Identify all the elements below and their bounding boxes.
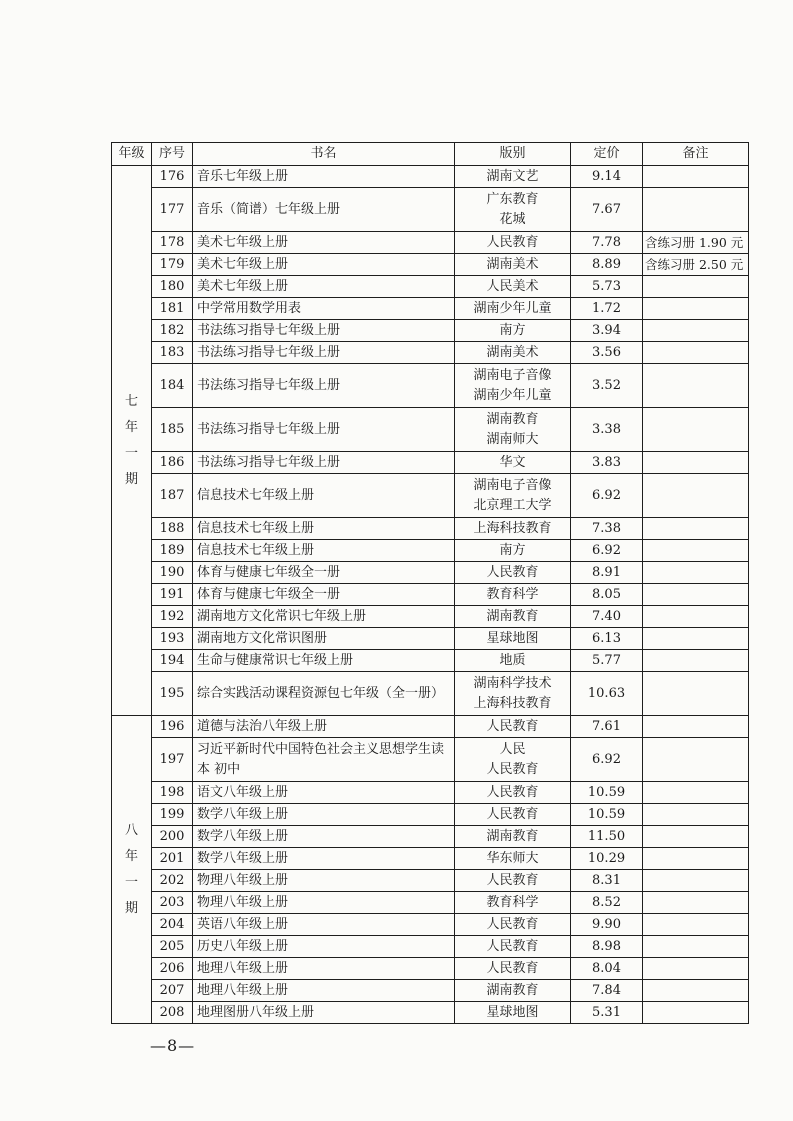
cell-note: [643, 672, 749, 716]
cell-note: [643, 298, 749, 320]
cell-book-name: 音乐（简谱）七年级上册: [193, 188, 455, 232]
cell-publisher: [455, 254, 571, 276]
cell-publisher: [455, 342, 571, 364]
cell-no: 207: [152, 980, 193, 1002]
grade-char: 年: [124, 419, 138, 435]
grade-cell: [112, 166, 152, 716]
table-row: [112, 804, 749, 826]
textbook-price-table: [111, 142, 749, 1024]
cell-publisher: [455, 716, 571, 738]
cell-book-name: 信息技术七年级上册: [193, 474, 455, 518]
table-row: [112, 914, 749, 936]
cell-publisher: [455, 782, 571, 804]
cell-note: [643, 320, 749, 342]
publisher-line: 人民教育: [486, 872, 539, 888]
cell-note: [643, 540, 749, 562]
cell-publisher: [455, 408, 571, 452]
table-row: [112, 936, 749, 958]
cell-no: 194: [152, 650, 193, 672]
cell-price: 1.72: [571, 298, 643, 320]
cell-publisher: [455, 606, 571, 628]
table-row: [112, 1002, 749, 1024]
cell-no: 180: [152, 276, 193, 298]
cell-note: [643, 826, 749, 848]
cell-note: [643, 1002, 749, 1024]
cell-note: [643, 650, 749, 672]
cell-no: 192: [152, 606, 193, 628]
cell-note: [643, 342, 749, 364]
cell-note: [643, 166, 749, 188]
publisher-line: 人民教育: [486, 916, 539, 932]
cell-publisher: [455, 276, 571, 298]
publisher-line: 人民美术: [486, 278, 539, 294]
cell-price: 3.38: [571, 408, 643, 452]
cell-no: 199: [152, 804, 193, 826]
cell-book-name: 体育与健康七年级全一册: [193, 562, 455, 584]
cell-publisher: [455, 672, 571, 716]
cell-note: [643, 628, 749, 650]
table-row: [112, 474, 749, 518]
cell-publisher: [455, 188, 571, 232]
publisher-line: 上海科技教育: [473, 695, 552, 711]
cell-no: 202: [152, 870, 193, 892]
cell-publisher: [455, 936, 571, 958]
cell-no: 182: [152, 320, 193, 342]
cell-book-name: 地理图册八年级上册: [193, 1002, 455, 1024]
cell-note: [643, 936, 749, 958]
cell-book-name: 美术七年级上册: [193, 232, 455, 254]
table-row: [112, 562, 749, 584]
cell-no: 193: [152, 628, 193, 650]
publisher-line: 人民教育: [486, 564, 539, 580]
header-price: 定价: [571, 143, 643, 166]
table-row: [112, 958, 749, 980]
cell-note: [643, 870, 749, 892]
cell-note: [643, 408, 749, 452]
cell-publisher: [455, 804, 571, 826]
table-row: [112, 650, 749, 672]
cell-note: [643, 892, 749, 914]
publisher-line: 人民教育: [486, 784, 539, 800]
cell-publisher: [455, 892, 571, 914]
header-publisher: 版别: [455, 143, 571, 166]
cell-price: 3.94: [571, 320, 643, 342]
cell-book-name: 体育与健康七年级全一册: [193, 584, 455, 606]
grade-char: 八: [124, 822, 138, 838]
table-row: [112, 188, 749, 232]
cell-price: 8.89: [571, 254, 643, 276]
cell-publisher: [455, 364, 571, 408]
publisher-line: 教育科学: [486, 894, 539, 910]
table-row: [112, 782, 749, 804]
grade-char: 期: [124, 471, 138, 487]
table-row: [112, 584, 749, 606]
cell-note: [643, 782, 749, 804]
cell-book-name: 数学八年级上册: [193, 848, 455, 870]
cell-publisher: [455, 584, 571, 606]
publisher-line: 湖南教育: [486, 828, 539, 844]
cell-book-name: 美术七年级上册: [193, 276, 455, 298]
cell-book-name: 道德与法治八年级上册: [193, 716, 455, 738]
cell-book-name: 湖南地方文化常识七年级上册: [193, 606, 455, 628]
cell-no: 198: [152, 782, 193, 804]
grade-char: 年: [124, 848, 138, 864]
publisher-line: 人民教育: [486, 960, 539, 976]
cell-book-name: 英语八年级上册: [193, 914, 455, 936]
publisher-line: 华东师大: [486, 850, 539, 866]
publisher-line: 华文: [499, 454, 526, 470]
cell-publisher: [455, 980, 571, 1002]
table-row: [112, 276, 749, 298]
publisher-line: 人民教育: [486, 761, 539, 777]
cell-price: 6.92: [571, 474, 643, 518]
cell-note: [643, 606, 749, 628]
table-row: [112, 540, 749, 562]
cell-no: 190: [152, 562, 193, 584]
grade-char: 一: [124, 874, 138, 890]
cell-book-name: 地理八年级上册: [193, 980, 455, 1002]
table-row: [112, 342, 749, 364]
cell-book-name: 中学常用数学用表: [193, 298, 455, 320]
cell-publisher: [455, 958, 571, 980]
cell-price: 3.83: [571, 452, 643, 474]
cell-note: [643, 452, 749, 474]
cell-no: 184: [152, 364, 193, 408]
cell-no: 177: [152, 188, 193, 232]
publisher-line: 教育科学: [486, 586, 539, 602]
publisher-line: 湖南教育: [486, 608, 539, 624]
cell-publisher: [455, 474, 571, 518]
cell-no: 200: [152, 826, 193, 848]
cell-no: 179: [152, 254, 193, 276]
publisher-line: 湖南教育: [486, 982, 539, 998]
cell-price: 5.31: [571, 1002, 643, 1024]
cell-price: 5.73: [571, 276, 643, 298]
cell-book-name: 书法练习指导七年级上册: [193, 320, 455, 342]
publisher-line: 湖南少年儿童: [473, 387, 552, 403]
cell-price: 10.59: [571, 782, 643, 804]
table-row: [112, 672, 749, 716]
cell-no: 206: [152, 958, 193, 980]
cell-note: [643, 716, 749, 738]
cell-no: 204: [152, 914, 193, 936]
cell-book-name: 物理八年级上册: [193, 870, 455, 892]
publisher-line: 人民教育: [486, 938, 539, 954]
publisher-line: 湖南美术: [486, 256, 539, 272]
publisher-line: 地质: [499, 652, 526, 668]
publisher-line: 湖南电子音像: [473, 367, 552, 383]
cell-no: 189: [152, 540, 193, 562]
cell-note: [643, 804, 749, 826]
cell-price: 8.31: [571, 870, 643, 892]
cell-no: 203: [152, 892, 193, 914]
table-row: [112, 738, 749, 782]
cell-no: 186: [152, 452, 193, 474]
cell-no: 208: [152, 1002, 193, 1024]
publisher-line: 湖南文艺: [486, 168, 539, 184]
cell-book-name: 美术七年级上册: [193, 254, 455, 276]
cell-book-name: 综合实践活动课程资源包七年级（全一册）: [193, 672, 455, 716]
cell-no: 183: [152, 342, 193, 364]
cell-note: [643, 584, 749, 606]
publisher-line: 北京理工大学: [473, 497, 552, 513]
cell-publisher: [455, 870, 571, 892]
publisher-line: 湖南美术: [486, 344, 539, 360]
table-row: [112, 408, 749, 452]
cell-book-name: 湖南地方文化常识图册: [193, 628, 455, 650]
publisher-line: 南方: [499, 542, 526, 558]
cell-publisher: [455, 540, 571, 562]
publisher-line: 湖南教育: [486, 411, 539, 427]
cell-no: 185: [152, 408, 193, 452]
cell-book-name: 书法练习指导七年级上册: [193, 452, 455, 474]
cell-publisher: [455, 1002, 571, 1024]
cell-publisher: [455, 914, 571, 936]
publisher-line: 广东教育: [486, 191, 539, 207]
cell-publisher: [455, 452, 571, 474]
cell-publisher: [455, 298, 571, 320]
table-row: [112, 254, 749, 276]
cell-price: 7.38: [571, 518, 643, 540]
cell-price: 8.05: [571, 584, 643, 606]
cell-no: 181: [152, 298, 193, 320]
cell-price: 10.63: [571, 672, 643, 716]
cell-note: [643, 914, 749, 936]
cell-book-name: 信息技术七年级上册: [193, 540, 455, 562]
cell-price: 7.78: [571, 232, 643, 254]
cell-book-name: 地理八年级上册: [193, 958, 455, 980]
table-row: [112, 980, 749, 1002]
cell-book-name: 习近平新时代中国特色社会主义思想学生读本 初中: [193, 738, 455, 782]
table-row: [112, 364, 749, 408]
cell-price: 9.14: [571, 166, 643, 188]
cell-publisher: [455, 562, 571, 584]
cell-no: 201: [152, 848, 193, 870]
cell-book-name: 数学八年级上册: [193, 826, 455, 848]
table-row: [112, 320, 749, 342]
cell-note: [643, 958, 749, 980]
header-name: 书名: [193, 143, 455, 166]
cell-publisher: [455, 166, 571, 188]
table-row: [112, 298, 749, 320]
cell-note: [643, 738, 749, 782]
cell-price: 8.98: [571, 936, 643, 958]
table-row: [112, 716, 749, 738]
table-row: [112, 518, 749, 540]
cell-no: 195: [152, 672, 193, 716]
cell-book-name: 数学八年级上册: [193, 804, 455, 826]
cell-price: 6.92: [571, 540, 643, 562]
publisher-line: 人民: [499, 741, 526, 757]
cell-price: 7.84: [571, 980, 643, 1002]
cell-price: 5.77: [571, 650, 643, 672]
cell-publisher: [455, 232, 571, 254]
cell-book-name: 书法练习指导七年级上册: [193, 364, 455, 408]
publisher-line: 南方: [499, 322, 526, 338]
grade-char: 期: [124, 900, 138, 916]
cell-note: 含练习册 2.50 元: [643, 254, 749, 276]
cell-publisher: [455, 650, 571, 672]
cell-price: 7.40: [571, 606, 643, 628]
table-body: [112, 166, 749, 1024]
table-row: [112, 826, 749, 848]
cell-price: 6.92: [571, 738, 643, 782]
cell-no: 176: [152, 166, 193, 188]
table-row: [112, 232, 749, 254]
publisher-line: 星球地图: [486, 1004, 539, 1020]
cell-note: [643, 474, 749, 518]
cell-note: [643, 364, 749, 408]
cell-price: 7.67: [571, 188, 643, 232]
publisher-line: 上海科技教育: [473, 520, 552, 536]
publisher-line: 花城: [499, 211, 526, 227]
header-note: 备注: [643, 143, 749, 166]
cell-book-name: 书法练习指导七年级上册: [193, 342, 455, 364]
cell-publisher: [455, 848, 571, 870]
header-grade: 年级: [112, 143, 152, 166]
cell-no: 196: [152, 716, 193, 738]
publisher-line: 人民教育: [486, 718, 539, 734]
publisher-line: 湖南少年儿童: [473, 300, 552, 316]
cell-note: [643, 562, 749, 584]
table-row: [112, 606, 749, 628]
cell-price: 10.59: [571, 804, 643, 826]
cell-publisher: [455, 518, 571, 540]
cell-book-name: 信息技术七年级上册: [193, 518, 455, 540]
publisher-line: 湖南电子音像: [473, 477, 552, 493]
cell-book-name: 历史八年级上册: [193, 936, 455, 958]
grade-char: 一: [124, 445, 138, 461]
cell-price: 11.50: [571, 826, 643, 848]
grade-cell: [112, 716, 152, 1024]
table-row: [112, 870, 749, 892]
publisher-line: 人民教育: [486, 234, 539, 250]
cell-no: 197: [152, 738, 193, 782]
cell-price: 9.90: [571, 914, 643, 936]
cell-book-name: 语文八年级上册: [193, 782, 455, 804]
cell-no: 187: [152, 474, 193, 518]
table-row: [112, 848, 749, 870]
table-row: [112, 166, 749, 188]
cell-no: 205: [152, 936, 193, 958]
cell-note: 含练习册 1.90 元: [643, 232, 749, 254]
table-row: [112, 892, 749, 914]
publisher-line: 湖南师大: [486, 431, 539, 447]
cell-no: 188: [152, 518, 193, 540]
publisher-line: 湖南科学技术: [473, 675, 552, 691]
cell-note: [643, 980, 749, 1002]
publisher-line: 星球地图: [486, 630, 539, 646]
cell-price: 7.61: [571, 716, 643, 738]
page-number: —8—: [150, 1036, 196, 1055]
cell-publisher: [455, 738, 571, 782]
table-row: [112, 628, 749, 650]
cell-book-name: 生命与健康常识七年级上册: [193, 650, 455, 672]
cell-price: 8.91: [571, 562, 643, 584]
table-header-row: [112, 143, 749, 166]
cell-note: [643, 276, 749, 298]
cell-note: [643, 188, 749, 232]
cell-publisher: [455, 320, 571, 342]
cell-note: [643, 518, 749, 540]
cell-book-name: 音乐七年级上册: [193, 166, 455, 188]
header-no: 序号: [152, 143, 193, 166]
cell-no: 191: [152, 584, 193, 606]
cell-publisher: [455, 826, 571, 848]
cell-price: 8.52: [571, 892, 643, 914]
cell-price: 3.52: [571, 364, 643, 408]
table-row: [112, 452, 749, 474]
cell-note: [643, 848, 749, 870]
publisher-line: 人民教育: [486, 806, 539, 822]
cell-book-name: 书法练习指导七年级上册: [193, 408, 455, 452]
cell-price: 3.56: [571, 342, 643, 364]
cell-no: 178: [152, 232, 193, 254]
cell-price: 6.13: [571, 628, 643, 650]
grade-char: 七: [124, 393, 138, 409]
cell-book-name: 物理八年级上册: [193, 892, 455, 914]
cell-price: 10.29: [571, 848, 643, 870]
cell-price: 8.04: [571, 958, 643, 980]
cell-publisher: [455, 628, 571, 650]
